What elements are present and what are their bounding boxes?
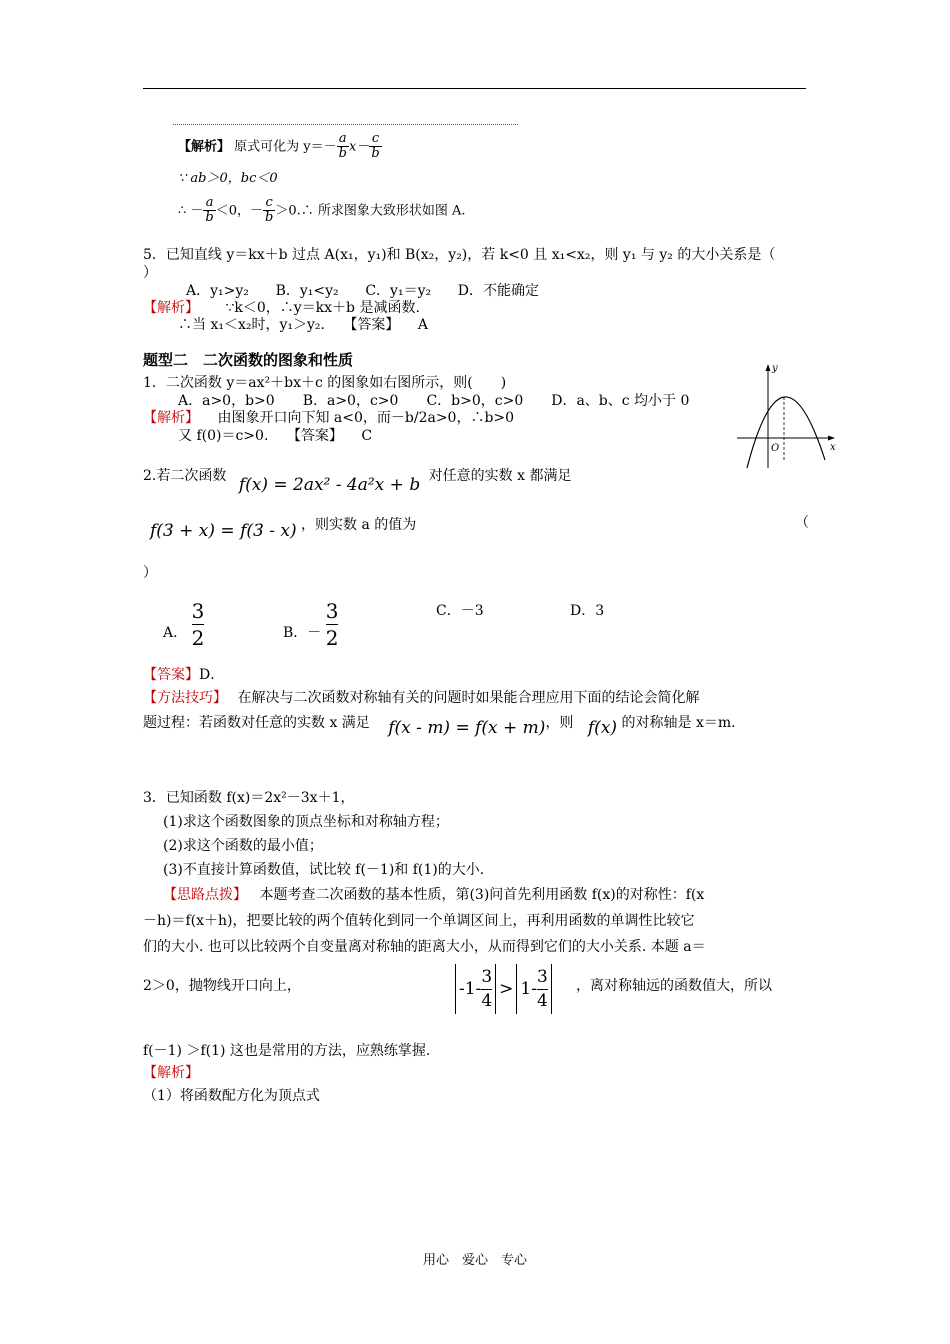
q2-answer (143, 664, 224, 684)
analysis-l3-post: ＞0.∴ 所求图象大致形状如图 A. (275, 203, 466, 219)
fraction-a-b-2: $\frac{a}{b}$ (205, 195, 214, 226)
q2-stem2: ，则实数 a 的值为 (301, 517, 417, 533)
q2-opt-b-label: B．－ (283, 625, 322, 641)
q2-opt-a-fraction: $\frac{3}{2}$ (191, 599, 205, 650)
q5-stem-cont: ） (143, 265, 157, 281)
q1-analysis-text: 由图象开口向下知 a<0，而－b/2a>0，∴b>0 (217, 410, 515, 426)
x-axis-arrow (828, 436, 835, 441)
analysis-text-mid: x－ (348, 139, 370, 155)
q2-method-formula: f(x - m) = f(x + m) (388, 718, 546, 738)
q3-hint-line5: f(－1) ＞f(1) 这也是常用的方法，应熟练掌握. (143, 1043, 431, 1059)
fraction-c-b-2: $\frac{c}{b}$ (265, 195, 274, 226)
q2-method (143, 687, 699, 707)
abs-inequality (455, 962, 552, 1016)
q2-method-mid: ，则 (545, 715, 574, 731)
y-axis-arrow (766, 364, 771, 371)
q2-method-text: 在解决与二次函数对称轴有关的问题时如果能合理应用下面的结论会简化解 (237, 690, 700, 706)
q1-analysis-line2 (178, 425, 372, 445)
q5-answer: A (417, 317, 428, 333)
q3-hint-line2: －h)＝f(x＋h)，把要比较的两个值转化到同一个单调区间上，再利用函数的单调性比较它 (143, 913, 695, 929)
q1-line2-text: 又 f(0)＝c>0. (178, 428, 269, 444)
y-label: y (772, 363, 778, 374)
analysis-block-line1 (178, 132, 382, 162)
q3-hint (163, 884, 704, 904)
q3-solution-line1: （1）将函数配方化为顶点式 (143, 1088, 320, 1104)
q3-hint-text: 本题考查二次函数的基本性质，第(3)问首先利用函数 f(x)的对称性：f(x (259, 887, 705, 903)
abs1-text: -1- (459, 979, 482, 999)
x-label: x (830, 442, 836, 453)
q2-stem-pre: 2.若二次函数 (143, 468, 227, 484)
header-rule (143, 88, 806, 89)
q2-answer-value: D． (199, 667, 225, 683)
q2-paren-open: （ (795, 515, 809, 531)
q3-stem: 3．已知函数 f(x)＝2x²－3x＋1， (143, 790, 355, 806)
abs2-fraction: $\frac{3}{4}$ (536, 967, 548, 1011)
q3-hint-line4-post: ，离对称轴远的函数值大，所以 (576, 978, 772, 994)
parabola-curve (747, 397, 825, 468)
analysis-text: 原式可化为 y＝－ (234, 139, 337, 155)
q2-stem-post: 对任意的实数 x 都满足 (428, 468, 572, 484)
q2-method-post: 的对称轴是 x＝m. (621, 715, 736, 731)
q5-analysis-label: 【解析】 (143, 300, 199, 316)
q2-option-d: D．3 (570, 603, 605, 619)
q3-hint-label: 【思路点拨】 (163, 887, 247, 903)
q2-stem (143, 465, 572, 495)
q2-answer-label: 【答案】 (143, 667, 199, 683)
abs2-text: 1- (520, 979, 537, 999)
q1-stem: 1．二次函数 y＝ax²＋bx＋c 的图象如右图所示，则( ) (143, 375, 507, 391)
abs2 (516, 964, 551, 1014)
q2-opt-b-fraction: $\frac{3}{2}$ (325, 599, 339, 650)
q5-analysis-text: ∵k＜0，∴y＝kx＋b 是减函数. (225, 300, 420, 316)
analysis-l3-mid: ＜0，－ (215, 203, 264, 219)
q1-analysis-label: 【解析】 (143, 410, 199, 426)
analysis-label: 【解析】 (178, 139, 231, 155)
origin-label: O (771, 443, 780, 454)
abs1 (455, 964, 496, 1014)
fraction-c-b: $\frac{c}{b}$ (371, 131, 380, 162)
analysis-block-line2: ∵ ab＞0，bc＜0 (178, 171, 278, 186)
q5-line2-text: ∴当 x₁＜x₂时，y₁＞y₂. (178, 317, 325, 333)
q2-option-c: C．－3 (436, 603, 484, 619)
q2-stem-line2 (150, 514, 417, 541)
q3-part3: (3)不直接计算函数值，试比较 f(－1)和 f(1)的大小. (163, 862, 485, 878)
q1-answer: C (361, 428, 373, 444)
section-title: 题型二 二次函数的图象和性质 (143, 351, 354, 369)
q2-method-formula2: f(x) (587, 718, 618, 738)
q2-option-b (283, 598, 338, 651)
q2-option-a (163, 598, 204, 651)
q3-analysis-label: 【解析】 (143, 1065, 199, 1081)
q2-formula2: f(3 + x) = f(3 - x) (150, 521, 297, 541)
q5-analysis-line2 (178, 314, 428, 334)
dotted-rule (173, 124, 518, 125)
page-footer: 用心 爱心 专心 (423, 1253, 528, 1268)
q2-method-label: 【方法技巧】 (143, 690, 227, 706)
q5-answer-label: 【答案】 (343, 317, 400, 333)
q3-hint-line3: 们的大小. 也可以比较两个自变量离对称轴的距离大小，从而得到它们的大小关系. 本题 a＝ (143, 939, 706, 955)
abs1-fraction: $\frac{3}{4}$ (481, 967, 493, 1011)
analysis-l3-pre: ∴ － (178, 203, 204, 219)
q2-opt-a-label: A． (163, 625, 188, 641)
parabola-graph (735, 360, 840, 472)
q1-options: A．a>0，b>0 B．a>0，c>0 C．b>0，c>0 D．a、b、c 均小于 0 (178, 393, 690, 409)
q5-stem: 5．已知直线 y＝kx＋b 过点 A(x₁，y₁)和 B(x₂，y₂)，若 k<0 且 x₁<x₂，则 y₁ 与 y₂ 的大小关系是（ (143, 247, 776, 263)
fraction-a-b: $\frac{a}{b}$ (338, 131, 347, 162)
analysis-block-line3 (178, 196, 466, 226)
q2-method-line2-pre: 题过程：若函数对任意的实数 x 满足 (143, 715, 370, 731)
q3-part2: (2)求这个函数的最小值； (163, 838, 323, 854)
gt-sign: > (499, 979, 514, 999)
q5-options: A．y₁>y₂ B．y₁<y₂ C．y₁＝y₂ D．不能确定 (186, 283, 540, 299)
q2-formula1: f(x) = 2ax² - 4a²x + b (238, 475, 421, 495)
q1-answer-label: 【答案】 (286, 428, 343, 444)
q3-hint-line4-pre: 2＞0，抛物线开口向上， (143, 978, 301, 994)
q1-analysis (143, 407, 514, 427)
q2-paren-close: ） (143, 565, 157, 581)
q2-method-line2 (143, 712, 736, 738)
q3-part1: (1)求这个函数图象的顶点坐标和对称轴方程； (163, 814, 449, 830)
